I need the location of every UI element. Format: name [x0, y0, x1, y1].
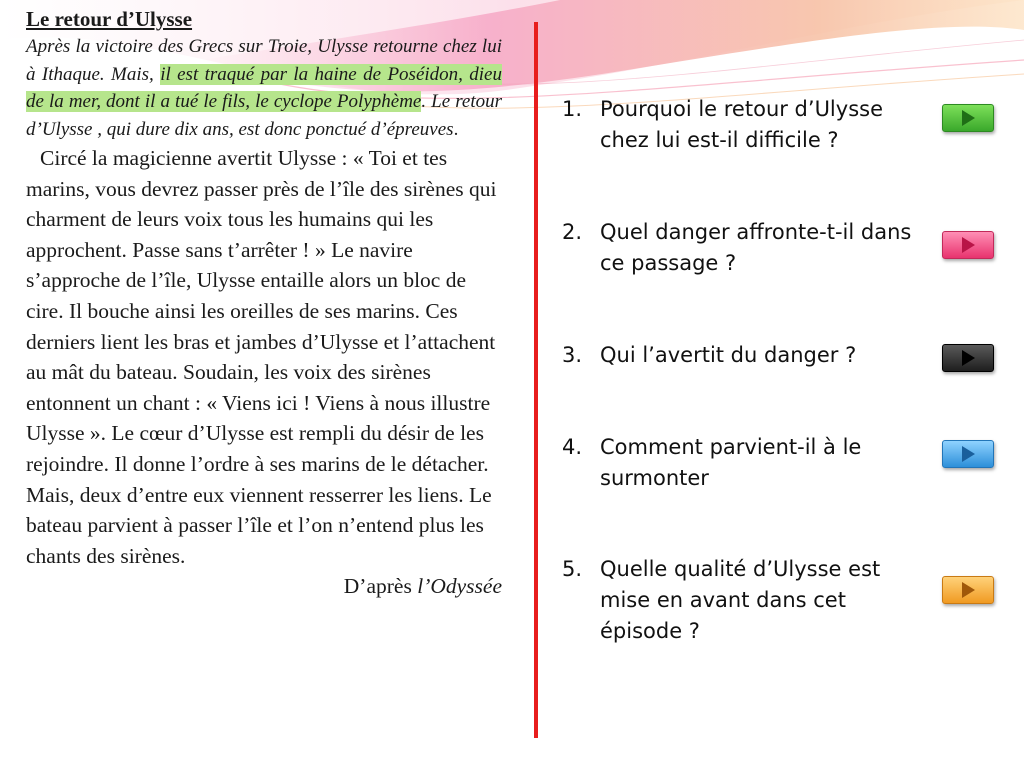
question-number: 5.: [562, 557, 583, 581]
question-number: 4.: [562, 435, 583, 459]
red-divider: [534, 22, 538, 738]
question-text: Pourquoi le retour d’Ulysse chez lui est-il difficile ?: [600, 97, 883, 152]
question-number: 1.: [562, 97, 583, 121]
question-list: [560, 0, 1010, 768]
question-number: 2.: [562, 220, 583, 244]
play-icon: [962, 446, 975, 462]
passage-title: Le retour d’Ulysse: [26, 7, 193, 31]
question-text: Comment parvient-il à le surmonter: [600, 435, 862, 490]
intro-plain: Après la victoire des Grecs sur Troie, Ulysse retourne chez lui à Ithaque. Mais,: [26, 36, 502, 85]
play-icon: [962, 110, 975, 126]
play-button-orange[interactable]: [942, 576, 994, 604]
source-work: l’Odyssée: [417, 574, 502, 599]
question-text: Qui l’avertit du danger ?: [600, 343, 857, 367]
play-button-black[interactable]: [942, 344, 994, 372]
question-text: Quel danger affronte-t-il dans ce passage ?: [600, 220, 912, 275]
play-icon: [962, 582, 975, 598]
passage-source: [26, 571, 502, 602]
source-prefix: D’après: [343, 574, 418, 599]
play-icon: [962, 350, 975, 366]
play-button-green[interactable]: [942, 104, 994, 132]
intro-period: .: [453, 118, 459, 140]
question-number: 3.: [562, 343, 583, 367]
passage-intro: [26, 33, 502, 143]
play-icon: [962, 237, 975, 253]
play-button-blue[interactable]: [942, 440, 994, 468]
intro-end: . Le retour d’Ulysse , qui dure dix ans, est donc ponctué d’épreuves: [26, 91, 502, 140]
intro-highlight: il est traqué par la haine de Poséidon, dieu de la mer, dont il a tué le fils, le cyclope Polyphème: [26, 63, 502, 112]
question-text: Quelle qualité d’Ulysse est mise en avant dans cet épisode ?: [600, 557, 881, 643]
play-button-pink[interactable]: [942, 231, 994, 259]
reading-passage: [26, 6, 502, 602]
passage-story: [26, 143, 502, 571]
story-text: Circé la magicienne avertit Ulysse : « Toi et tes marins, vous devrez passer près de l’île des sirènes qui charment de leurs voix tous les humains qui les approchent. Passe sans t’arrêter ! » Le navire s’approche de l’île, Ulysse entaille alors un bloc de cire. Il bouche ainsi les oreilles de ses marins. Ces derniers lient les bras et jambes d’Ulysse et l’attachent au mât du bateau. Soudain, les voix des sirènes entonnent un chant : « Viens ici ! Viens à nous illustre Ulysse ». Le cœur d’Ulysse est rempli du désir de les rejoindre. Il donne l’ordre à ses marins de le détacher. Mais, deux d’entre eux viennent resserrer les liens. Le bateau parvient à passer l’île et l’on n’entend plus les chants des sirènes.: [26, 146, 497, 568]
